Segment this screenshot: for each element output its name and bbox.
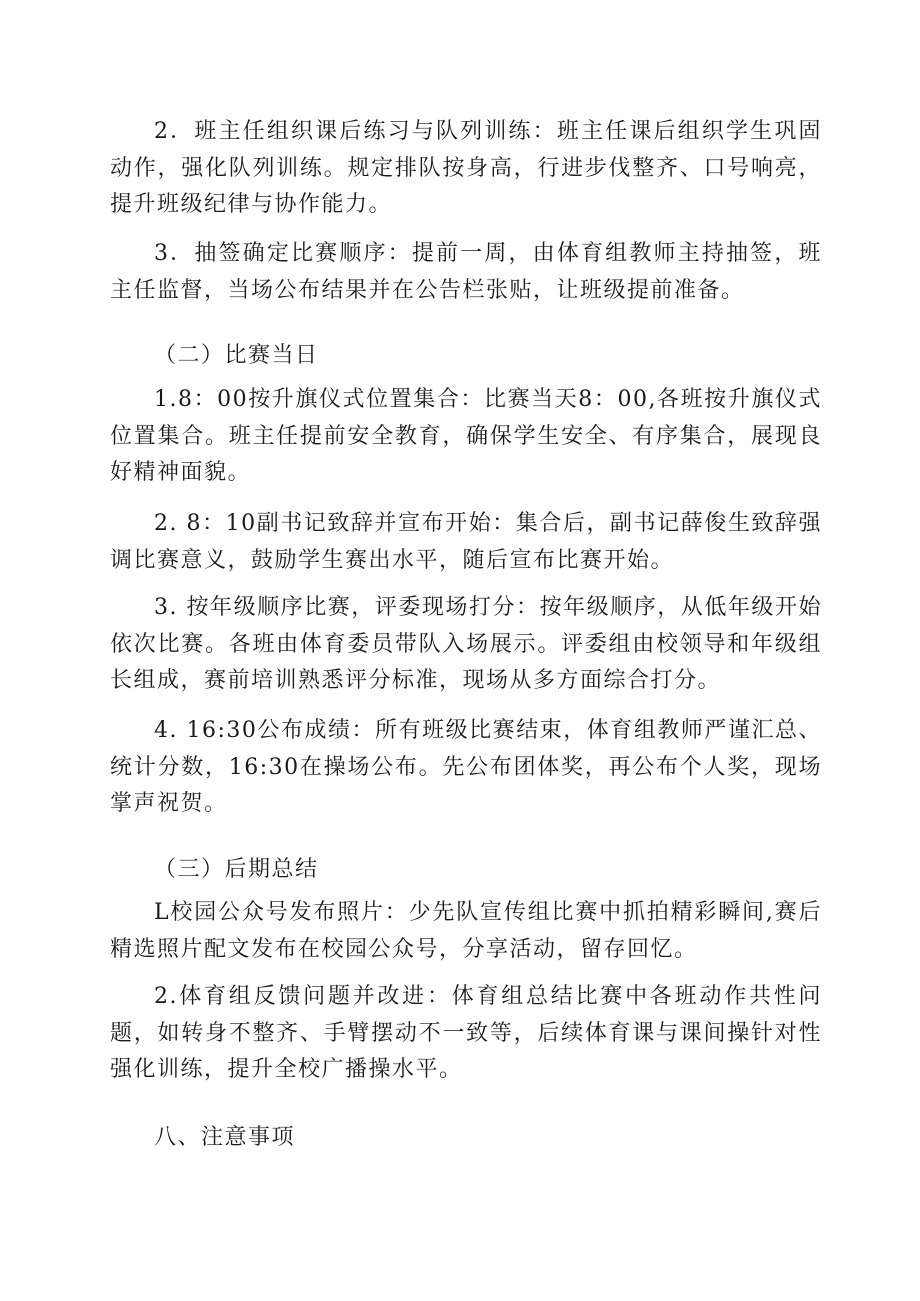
- section-heading-match-day: （二）比赛当日: [154, 343, 319, 368]
- section-heading-notes: 八、注意事项: [154, 1125, 296, 1150]
- summary-item-1: L校园公众号发布照片：少先队宣传组比赛中抓拍精彩瞬间,赛后精选照片配文发布在校园公众号，分享活动，留存回忆。: [110, 900, 822, 962]
- prep-item-2: 2．班主任组织课后练习与队列训练：班主任课后组织学生巩固动作，强化队列训练。规定排队按身高，行进步伐整齐、口号响亮，提升班级纪律与协作能力。: [110, 119, 822, 217]
- summary-item-2: 2.体育组反馈问题并改进：体育组总结比赛中各班动作共性问题，如转身不整齐、手臂摆动不一致等，后续体育课与课间操针对性强化训练，提升全校广播操水平。: [110, 984, 822, 1082]
- match-day-item-1: 1.8：00按升旗仪式位置集合：比赛当天8：00,各班按升旗仪式位置集合。班主任提前安全教育，确保学生安全、有序集合，展现良好精神面貌。: [110, 387, 822, 485]
- match-day-item-2: 2. 8：10副书记致辞并宣布开始：集合后，副书记薛俊生致辞强调比赛意义，鼓励学生赛出水平，随后宣布比赛开始。: [110, 511, 822, 573]
- match-day-item-4: 4. 16:30公布成绩：所有班级比赛结束，体育组教师严谨汇总、统计分数，16:30在操场公布。先公布团体奖，再公布个人奖，现场掌声祝贺。: [110, 718, 822, 816]
- prep-item-3: 3．抽签确定比赛顺序：提前一周，由体育组教师主持抽签，班主任监督，当场公布结果并在公告栏张贴，让班级提前准备。: [110, 241, 822, 303]
- match-day-item-3: 3. 按年级顺序比赛，评委现场打分：按年级顺序，从低年级开始依次比赛。各班由体育委员带队入场展示。评委组由校领导和年级组长组成，赛前培训熟悉评分标准，现场从多方面综合打分。: [110, 595, 822, 693]
- section-heading-summary: （三）后期总结: [154, 857, 319, 882]
